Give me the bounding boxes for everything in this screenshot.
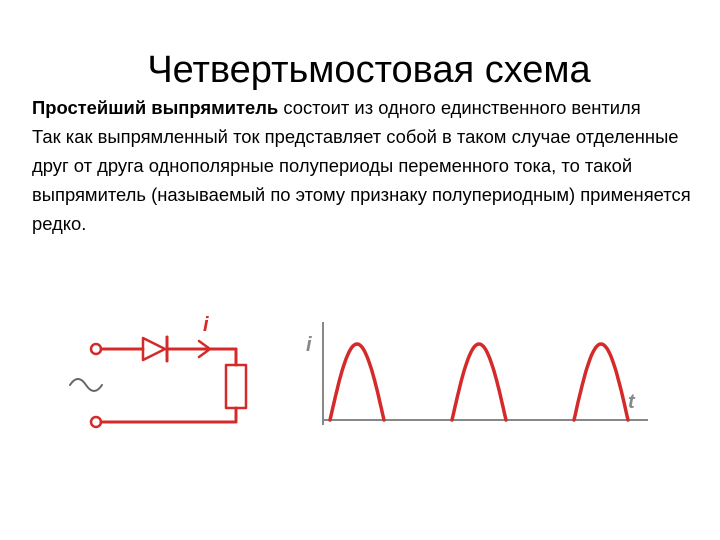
pulses [330,344,628,420]
bottom-wire [101,408,236,422]
pulse-3 [574,344,628,420]
diode-icon [143,338,165,360]
resistor [226,365,246,408]
paragraph-1-rest: состоит из одного единственного вентиля [278,97,641,118]
pulse-2 [452,344,506,420]
ac-source-icon [70,379,102,391]
slide-title: Четвертьмостовая схема [147,49,591,91]
paragraph-2: Так как выпрямленный ток представляет собой в таком случае отделенные друг от друга однополярные полупериоды переменного тока, то такой выпрямитель (называемый по этому признаку полупериодным) применяется редко. [32,126,691,234]
waveform-chart [306,322,648,425]
circuit-current-label: i [203,314,209,336]
y-axis-label: i [306,334,312,356]
pulse-1 [330,344,384,420]
x-axis-label: t [628,391,635,413]
circuit-diagram [70,314,246,427]
paragraph-1-bold: Простейший выпрямитель [32,97,279,118]
